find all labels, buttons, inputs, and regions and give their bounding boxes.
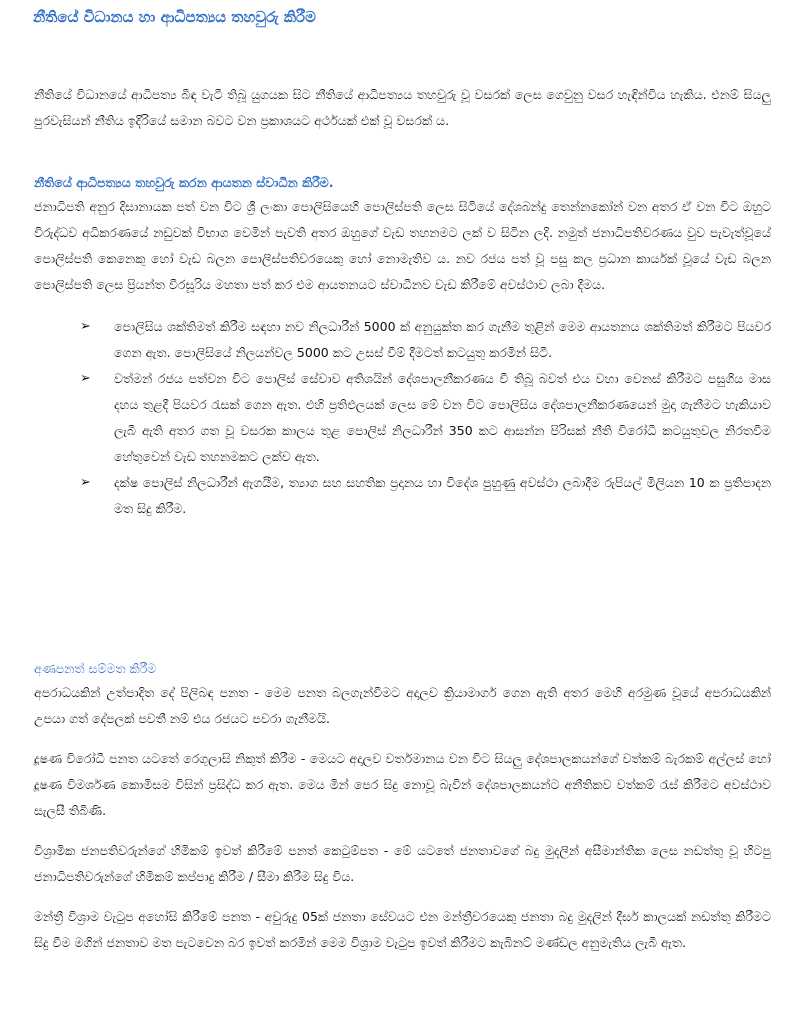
list-item-text: වත්මන් රජය පත්වන විට පොලිස් සේවාව අතිශයින් දේශපාලනීකරණය වී තිබූ බවත් එය වහා වෙනස් කිරීමට පසුගිය මාස දහය තුළදී පියවර රැසක් ගෙන ඇත. එහි ප්‍රතිඵලයක් ලෙස මේ වන විට පොලිසිය දේශපාලනීකරණයෙන් මුදා ගැනීමට හැකියාව ලැබී ඇති අතර ගත වූ වසරක කාලය තුළ පොලිස් නිලධාරීන් 350 කට ආසන්න පිරිසක් නීති විරෝධී කටයුතුවල නිරතවීම හේතුවෙන් වැඩ තහනමකට ලක්ව ඇත.	[114, 371, 771, 464]
legislation-paragraph: මන්ත්‍රී විශ්‍රාම වැටුප අහෝසි කිරීමේ පනත - අවුරුදු 05ක් ජනතා සේවයට එන මන්ත්‍රීවරයෙකු ජනතා බදු මුදලින් දීර්ඝ කාලයක් නඩත්තු කිරීමට සිදු වීම මගින් ජනතාව මත පැටවෙන බර ඉවත් කරමින් මෙම විශ්‍රාම වැටුප ඉවත් කිරීමට කැබිනට් මණ්ඩල අනුමැතිය ලැබී ඇත.	[34, 909, 771, 950]
legislation-paragraph: විශ්‍රාමික ජනපතිවරුන්ගේ හිමිකම් ඉවත් කිරීමේ පනත් කෙටුම්පත - මේ යටතේ ජනතාවගේ බදු මුදලින් අසීමාන්තික ලෙස නඩත්තු වූ හිටපු ජනාධිපතිවරුන්ගේ හිමිකම් කප්පාදු කිරීම / සීමා කිරීම සිදු විය.	[34, 843, 771, 884]
arrow-bullet-icon: ➢	[80, 371, 91, 386]
intro-paragraph: නීතියේ විධානයේ ආධිපත්‍ය බිඳ වැටී තිබූ යුගයක සිට නීතියේ ආධිපත්‍යය තහවුරු වූ වසරක් ලෙස ගෙවුනු වසර හැඳින්විය හැකිය. එනම් සියලු පුරවැසියන් නීතිය ඉදිරියේ සමාන බවට වන ප්‍රකාශයට අර්ථයක් එක් වූ වසරක් ය.	[34, 87, 771, 128]
section-heading-institutions: නීතියේ ආධිපත්‍යය තහවුරු කරන ආයතන ස්වාධීන කිරීම.	[34, 175, 334, 190]
arrow-bullet-icon: ➢	[80, 319, 91, 334]
section-heading-legislation: අණපනත් සම්මත කිරීම	[34, 661, 157, 676]
list-item	[80, 470, 771, 522]
page-title: නීතියේ විධානය හා ආධිපත්‍යය තහවුරු කිරීම	[33, 8, 316, 26]
bullet-list	[34, 314, 771, 522]
list-item	[80, 366, 771, 470]
intro-block	[34, 82, 771, 134]
legislation-paragraph: අපරාධයකින් උත්පාදිත දේ පිලිබඳ පනත - මෙම පනත බලගැන්වීමට අදාලව ක්‍රියාමාර්ග ගෙන ඇති අතර මෙහි අරමුණ වූයේ අපරාධයකින් උපයා ගත් දේපලක් පවතී නම් එය රජයට පවරා ගැනීමයි.	[34, 685, 771, 726]
list-item-text: පොලිසිය ශක්තිමත් කිරීම සඳහා නව නිලධාරීන් 5000 ක් අනුයුක්ත කර ගැනීම තුළින් මෙම ආයතනය ශක්තිමත් කිරීමට පියවර ගෙන ඇත. පොලිසියේ නිලයන්වල 5000 කට උසස් වීම් දීමටත් කටයුතු කරමින් සිටී.	[114, 319, 771, 360]
section-legislation	[34, 658, 771, 956]
arrow-bullet-icon: ➢	[80, 475, 91, 490]
section-institutions	[34, 172, 771, 522]
list-item-text: දක්ෂ පොලිස් නිලධාරීන් ඇගයීම, ත්‍යාග සහ සහතික ප්‍රදානය හා විදේශ පුහුණු අවස්ථා ලබාදීම රුපියල් මිලියන 10 ක ප්‍රතිපාදන මත සිදු කිරීම.	[114, 475, 771, 516]
legislation-paragraph: දූෂණ විරෝධී පනත යටතේ රෙගුලාසි නිකුත් කිරීම - මෙයට අදාලව වර්තමානය වන විට සියලු දේශපාලකයන්ගේ වත්කම් බැරකම් අල්ලස් හෝ දූෂණ විමර්ශණ කොමිසම විසින් ප්‍රසිද්ධ කර ඇත. මෙය මින් පෙර සිදු නොවූ බැවින් දේශපාලකයන්ට අනීතිකව වත්කම් රැස් කිරීමට අවස්ථාව සැලසී තිබිණි.	[34, 751, 771, 818]
section-body-institutions: ජනාධිපති අනුර දිසානායක පත් වන විට ශ්‍රී ලංකා පොලිසියෙහි පොලිස්පති ලෙස සිටියේ දේශබන්දු තෙන්නකෝන් වන අතර ඒ වන විට ඔහුට විරුද්ධව අධිකරණයේ නඩුවක් විභාග වෙමින් පැවති අතර ඔහුගේ වැඩ තහනමට ලක් ව සිටින ලදි. නමුත් ජනාධිපතිවරණය වුව පැවැත්වූයේ පොලිස්පති කෙනෙකු හෝ වැඩ බලන පොලිස්පතිවරයෙකු හෝ නොමැතිව ය. නව රජය පත් වූ පසු කල ප්‍රධාන කාර්යක් වූයේ වැඩ බලන පොලිස්පති ලෙස ප්‍රියන්ත වීරසූරිය මහතා පත් කර එම ආයතනයට ස්වාධීනව වැඩ කිරීමේ අවස්ථාව ලබා දීමය.	[34, 199, 771, 292]
list-item	[80, 314, 771, 366]
